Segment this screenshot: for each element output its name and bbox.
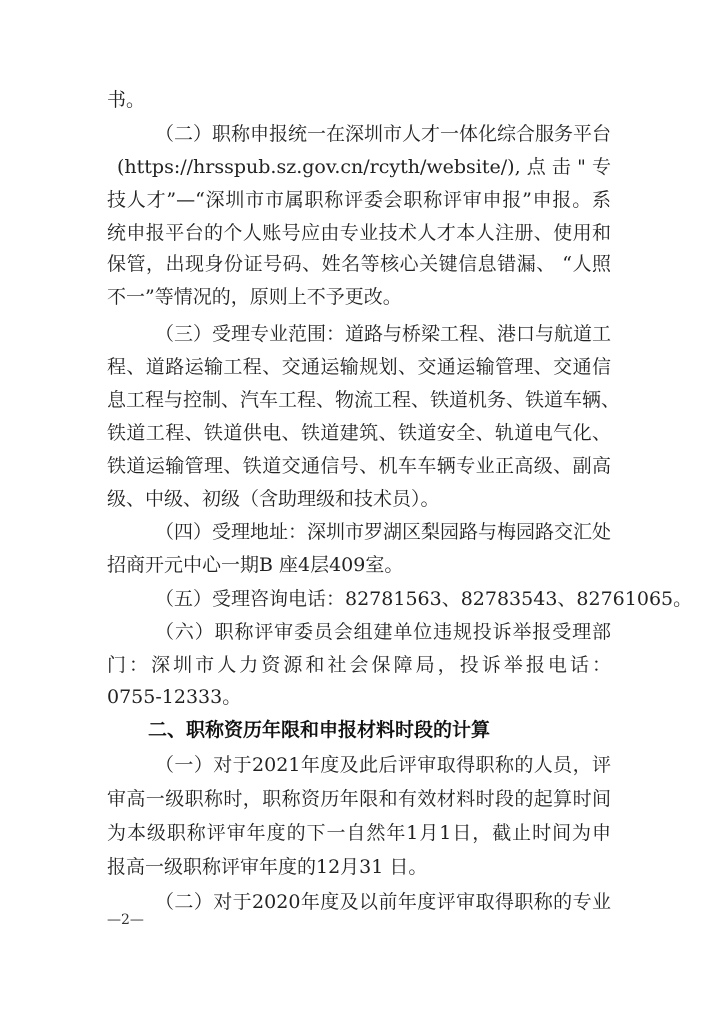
sec2-item-2-line-1: （二）对于2020年度及以前年度评审取得职称的专业: [155, 891, 611, 913]
paragraph-item-2-line-4: 统申报平台的个人账号应由专业技术人才本人注册、使用和: [107, 222, 611, 244]
paragraph-item-3-line-2: 程、道路运输工程、交通运输规划、交通运输管理、交通信: [107, 356, 611, 378]
paragraph-item-2-line-5: 保管，出现身份证号码、姓名等核心关键信息错漏、 “人照: [107, 253, 611, 275]
paragraph-item-5-line-1: （五）受理咨询电话：82781563、82783543、82761065。: [155, 588, 693, 610]
paragraph-item-2-url-line: (https://hrsspub.sz.gov.cn/rcyth/website/),点击"专: [117, 156, 611, 178]
paragraph-item-3-line-5: 铁道运输管理、铁道交通信号、机车车辆专业正高级、副高: [107, 455, 611, 477]
paragraph-item-3-line-6: 级、中级、初级（含助理级和技术员）。: [107, 488, 440, 510]
paragraph-item-4-line-1: （四）受理地址：深圳市罗湖区梨园路与梅园路交汇处: [155, 521, 612, 543]
sec2-item-1-line-2: 审高一级职称时，职称资历年限和有效材料时段的起算时间: [107, 788, 611, 810]
paragraph-item-4-line-2: 招商开元中心一期B 座4层409室。: [107, 554, 404, 576]
sec2-item-1-line-3: 为本级职称评审年度的下一自然年1月1日，截止时间为申: [107, 822, 611, 844]
sec2-item-1-line-1: （一）对于2021年度及此后评审取得职称的人员，评: [155, 754, 611, 776]
paragraph-item-6-line-1: （六）职称评审委员会组建单位违规投诉举报受理部: [155, 621, 611, 643]
paragraph-item-6-line-2: 门：深圳市人力资源和社会保障局，投诉举报电话：: [107, 654, 611, 676]
sec2-item-1-line-4: 报高一级职称评审年度的12月31 日。: [107, 856, 428, 878]
paragraph-item-2-line-3: 技人才”—“深圳市市属职称评委会职称评审申报”申报。系: [107, 189, 611, 211]
paragraph-item-6-line-3: 0755-12333。: [107, 686, 242, 708]
paragraph-item-3-line-4: 铁道工程、铁道供电、铁道建筑、铁道安全、轨道电气化、: [107, 422, 611, 444]
page-number: —2—: [107, 912, 144, 928]
paragraph-item-3-line-3: 息工程与控制、汽车工程、物流工程、铁道机务、铁道车辆、: [107, 389, 621, 411]
paragraph-item-2-line-1: （二）职称申报统一在深圳市人才一体化综合服务平台: [155, 123, 612, 145]
paragraph-item-3-line-1: （三）受理专业范围：道路与桥梁工程、港口与航道工: [155, 323, 612, 345]
paragraph-continuation-line: 书。: [107, 89, 146, 111]
section-heading: 二、职称资历年限和申报材料时段的计算: [148, 719, 491, 741]
paragraph-item-2-line-6: 不一”等情况的，原则上不予更改。: [107, 286, 402, 308]
